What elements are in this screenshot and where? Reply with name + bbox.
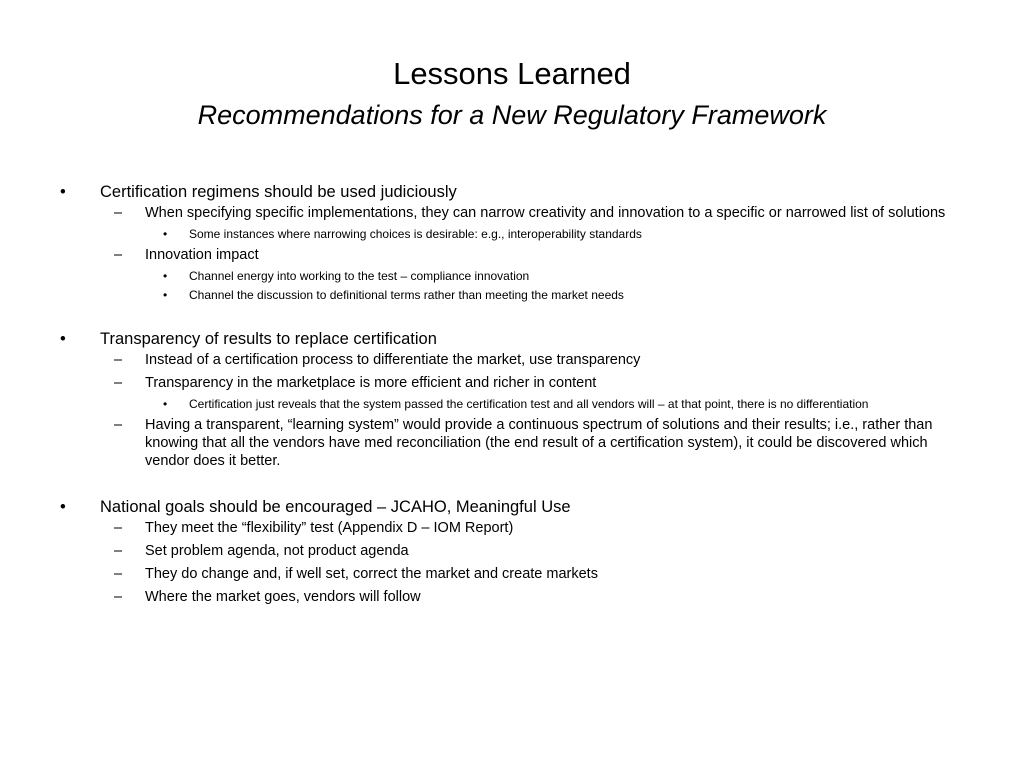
section-certification bbox=[60, 181, 970, 306]
bullet-dot-icon: • bbox=[60, 183, 66, 201]
level3-bullet bbox=[60, 227, 970, 245]
level2-bullet bbox=[60, 351, 970, 373]
bullet-dot-icon: • bbox=[163, 397, 168, 411]
bullet-dot-icon: • bbox=[60, 498, 66, 516]
section-national-goals bbox=[60, 496, 970, 610]
bullet-text: Set problem agenda, not product agenda bbox=[145, 543, 409, 559]
bullet-text: Channel the discussion to definitional terms rather than meeting the market needs bbox=[189, 288, 624, 302]
bullet-dash-icon: – bbox=[114, 352, 123, 368]
bullet-dash-icon: – bbox=[114, 205, 123, 221]
bullet-dash-icon: – bbox=[114, 589, 123, 605]
level2-bullet bbox=[60, 416, 970, 474]
bullet-text: Certification regimens should be used judiciously bbox=[100, 183, 457, 201]
title-block bbox=[0, 54, 1024, 133]
bullet-dot-icon: • bbox=[60, 330, 66, 348]
level2-bullet bbox=[60, 246, 970, 268]
bullet-text: Channel energy into working to the test – compliance innovation bbox=[189, 269, 530, 283]
level2-bullet bbox=[60, 565, 970, 587]
level3-bullet bbox=[60, 397, 970, 415]
level2-bullet bbox=[60, 542, 970, 564]
bullet-text: Transparency of results to replace certification bbox=[100, 330, 437, 348]
slide-title: Lessons Learned bbox=[393, 56, 631, 91]
bullet-text: When specifying specific implementations, they can narrow creativity and innovation to a specific or narrowed list of solutions bbox=[145, 205, 946, 221]
bullet-text: National goals should be encouraged – JCAHO, Meaningful Use bbox=[100, 498, 571, 516]
bullet-dash-icon: – bbox=[114, 247, 123, 263]
bullet-dash-icon: – bbox=[114, 543, 123, 559]
bullet-text: Certification just reveals that the system passed the certification test and all vendors will – at that point, there is no differentiation bbox=[189, 397, 869, 411]
bullet-dash-icon: – bbox=[114, 520, 123, 536]
level2-bullet bbox=[60, 588, 970, 610]
bullet-text: Instead of a certification process to differentiate the market, use transparency bbox=[145, 352, 641, 368]
bullet-dash-icon: – bbox=[114, 566, 123, 582]
level1-bullet bbox=[60, 496, 970, 518]
slide-subtitle: Recommendations for a New Regulatory Framework bbox=[197, 100, 827, 130]
bullet-dot-icon: • bbox=[163, 269, 168, 283]
bullet-text: Innovation impact bbox=[145, 247, 259, 263]
bullet-text: Having a transparent, “learning system” would provide a continuous spectrum of solutions and their results; i.e., rather than knowing that all the vendors have med reconciliation (the end result of a certification system), it could be discovered which vendor does it better. bbox=[145, 417, 933, 469]
level1-bullet bbox=[60, 181, 970, 203]
bullet-text: They do change and, if well set, correct the market and create markets bbox=[145, 566, 598, 582]
level3-bullet bbox=[60, 288, 970, 306]
level2-bullet bbox=[60, 204, 970, 226]
level2-bullet bbox=[60, 519, 970, 541]
section-transparency bbox=[60, 328, 970, 474]
level2-bullet bbox=[60, 374, 970, 396]
bullet-dot-icon: • bbox=[163, 227, 168, 241]
bullet-text: They meet the “flexibility” test (Appendix D – IOM Report) bbox=[145, 520, 514, 536]
bullet-text: Where the market goes, vendors will follow bbox=[145, 589, 421, 605]
level3-bullet bbox=[60, 269, 970, 287]
bullet-content bbox=[60, 181, 970, 632]
bullet-text: Some instances where narrowing choices is desirable: e.g., interoperability standards bbox=[189, 227, 642, 241]
level1-bullet bbox=[60, 328, 970, 350]
bullet-dot-icon: • bbox=[163, 288, 168, 302]
bullet-text: Transparency in the marketplace is more efficient and richer in content bbox=[145, 375, 597, 391]
bullet-dash-icon: – bbox=[114, 375, 123, 391]
bullet-dash-icon: – bbox=[114, 417, 123, 433]
